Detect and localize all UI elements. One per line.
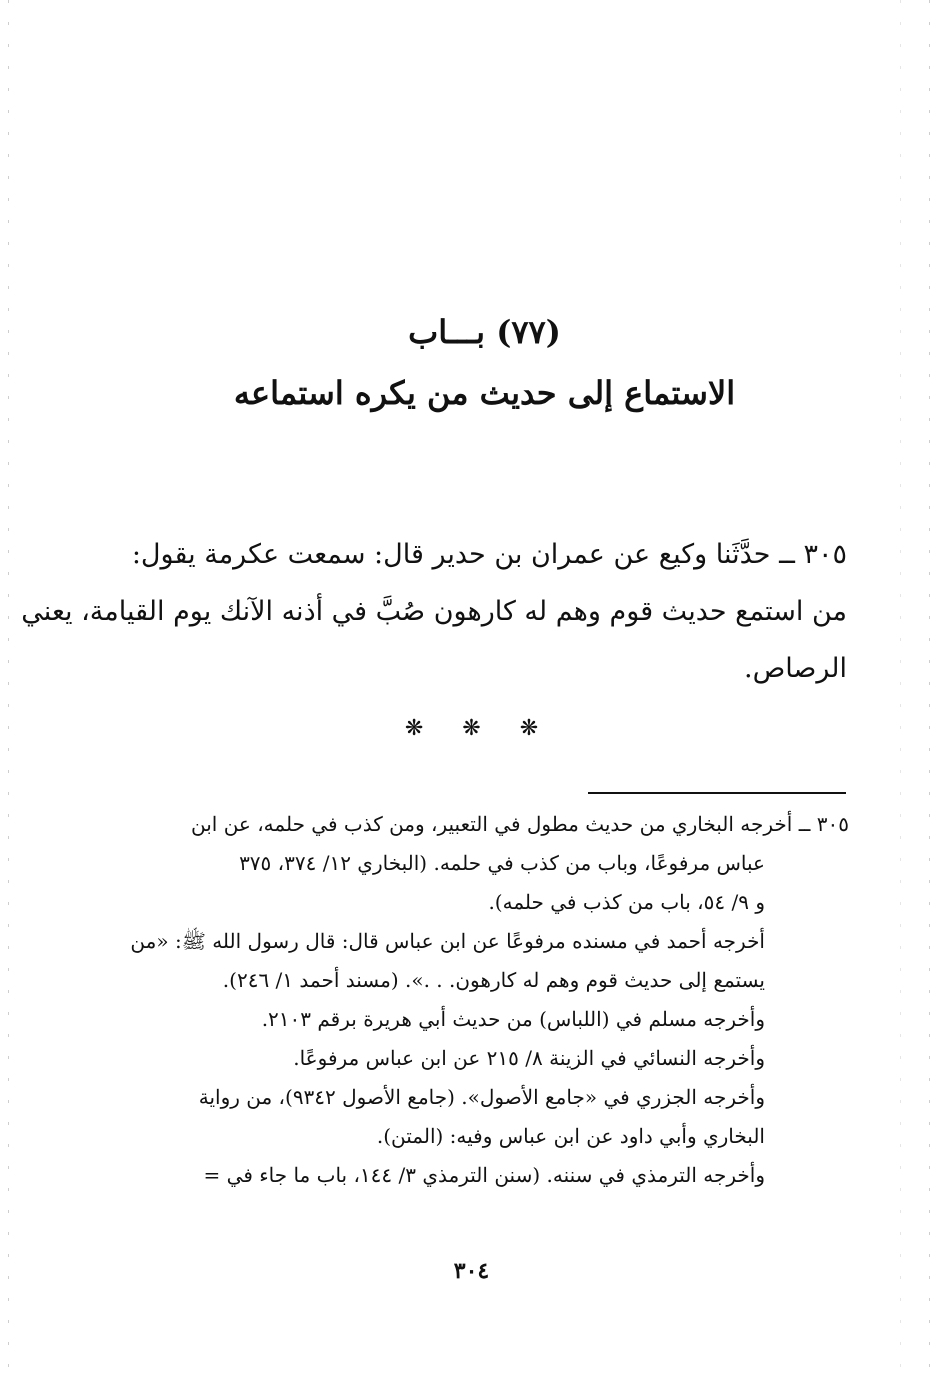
footnote-line: البخاري وأبي داود عن ابن عباس وفيه: (المتن). (376, 1124, 765, 1148)
footnote-line: وأخرجه النسائي في الزينة ٨/ ٢١٥ عن ابن عباس مرفوعًا. (293, 1046, 765, 1070)
footnote-line: أخرجه أحمد في مسنده مرفوعًا عن ابن عباس قال: قال رسول الله ﷺ: «من (130, 929, 765, 953)
scan-edge-marks-right (929, 0, 930, 1374)
footnote-line: وأخرجه مسلم في (اللباس) من حديث أبي هريرة برقم ٢١٠٣. (261, 1007, 765, 1031)
hadith-line: من استمع حديث قوم وهم له كارهون صُبَّ في أذنه الآنك يوم القيامة، يعني (21, 596, 847, 627)
footnote-line: وأخرجه الترمذي في سننه. (سنن الترمذي ٣/ ١٤٤، باب ما جاء في = (203, 1163, 765, 1187)
hadith-line: ٣٠٥ ــ حدَّثَنا وكيع عن عمران بن حدير قال: سمعت عكرمة يقول: (131, 539, 847, 570)
chapter-title: الاستماع إلى حديث من يكره استماعه (233, 374, 736, 412)
chapter-number-heading: (٧٧) بـــاب (408, 313, 561, 351)
hadith-line: الرصاص. (743, 653, 847, 684)
footnote-line: عباس مرفوعًا، وباب من كذب في حلمه. (البخاري ١٢/ ٣٧٤، ٣٧٥ (239, 851, 765, 875)
scan-edge-marks-left (8, 0, 9, 1374)
footnote-line: ٣٠٥ ــ أخرجه البخاري من حديث مطول في التعبير، ومن كذب في حلمه، عن ابن (190, 812, 849, 836)
footnote-line: و ٩/ ٥٤، باب من كذب في حلمه). (488, 890, 765, 914)
scan-edge-marks-right-inner (900, 0, 901, 1374)
hadith-text (21, 526, 847, 697)
footnote-divider (588, 792, 846, 794)
footnote-line: يستمع إلى حديث قوم وهم له كارهون. . .». (مسند أحمد ١/ ٢٤٦). (222, 968, 765, 992)
footnotes (92, 805, 849, 1195)
section-separator: ❋ ❋ ❋ (404, 716, 555, 741)
footnote-line: وأخرجه الجزري في «جامع الأصول». (جامع الأصول ٩٣٤٢)، من رواية (198, 1085, 765, 1109)
page-number: ٣٠٤ (453, 1258, 490, 1284)
